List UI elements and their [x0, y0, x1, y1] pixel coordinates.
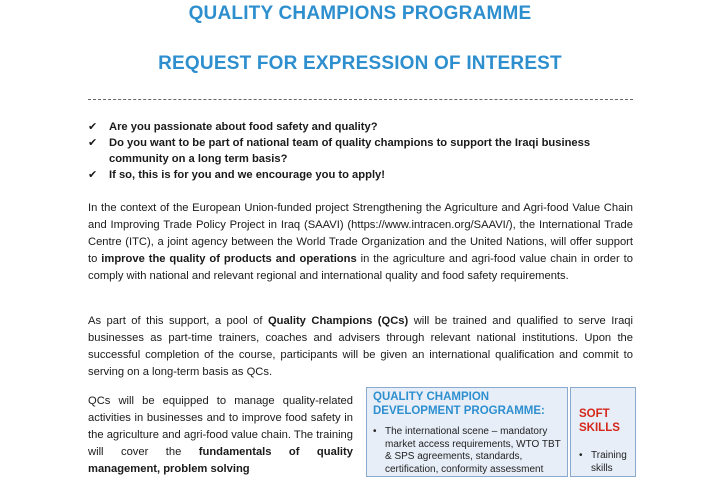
context-paragraph-highlight: improve the quality of products and operations: [101, 253, 357, 265]
dashed-divider: [88, 99, 633, 100]
list-item: [373, 426, 565, 476]
soft-skills-list: [579, 450, 635, 475]
checklist-item: [88, 119, 633, 135]
checkmark-icon: ✔: [88, 169, 98, 181]
bullet-icon: •: [579, 450, 583, 461]
context-paragraph-outro: in the agriculture and agri-food value chain in order to comply with national and relevant regional and international quality and food safety requirements.: [88, 253, 633, 282]
support-paragraph-highlight: Quality Champions (QCs): [267, 315, 409, 327]
checklist-item-text: Do you want to be part of national team of quality champions to support the Iraqi business community on a long term basis?: [109, 137, 591, 165]
training-paragraph-highlight: fundamentals of quality management, problem solving: [88, 446, 353, 475]
checklist-item: [88, 167, 633, 183]
checklist: [88, 119, 633, 183]
bullet-icon: •: [373, 426, 377, 437]
context-paragraph: [88, 200, 633, 285]
support-paragraph: [88, 313, 633, 381]
list-item: [579, 450, 635, 475]
soft-skills-box: [570, 387, 636, 477]
support-paragraph-outro: will be trained and qualified to serve Iraqi businesses as part-time trainers, coaches and advisers through relevant national institutions. Upon the successful completion of the course, participants will be given an international qualification and commit to serving on a long-term basis as QCs.: [88, 315, 633, 378]
support-paragraph-intro: As part of this support, a pool of: [88, 315, 268, 327]
list-item-text: The international scene – mandatory market access requirements, WTO TBT & SPS agreements, standards, certification, conformity assessment: [385, 426, 561, 475]
checkmark-icon: ✔: [88, 121, 98, 133]
training-paragraph: [88, 393, 353, 478]
training-paragraph-intro: QCs will be equipped to manage quality-related activities in businesses and to improve food safety in the agriculture and agri-food value chain. The training will cover the: [88, 395, 353, 458]
page-subtitle: REQUEST FOR EXPRESSION OF INTEREST: [158, 53, 562, 74]
context-paragraph-intro: In the context of the European Union-funded project Strengthening the Agriculture and Agri-food Value Chain and Improving Trade Policy Project in Iraq (SAAVI) (https://www.intracen.org/SAAVI/), the International Trade Centre (ITC), a joint agency between the World Trade Organization and the United Nations, will offer support to: [88, 202, 633, 265]
page-title: QUALITY CHAMPIONS PROGRAMME: [188, 3, 532, 24]
checklist-item-text: Are you passionate about food safety and quality?: [109, 121, 378, 133]
checkmark-icon: ✔: [88, 137, 98, 149]
qc-programme-box: [366, 387, 568, 477]
list-item-text: Training skills: [591, 450, 627, 474]
qc-programme-list: [373, 426, 565, 476]
checklist-item: [88, 135, 633, 167]
soft-skills-title: SOFT SKILLS: [579, 408, 620, 434]
checklist-item-text: If so, this is for you and we encourage you to apply!: [109, 169, 385, 181]
qc-programme-title: QUALITY CHAMPION DEVELOPMENT PROGRAMME:: [373, 391, 545, 417]
